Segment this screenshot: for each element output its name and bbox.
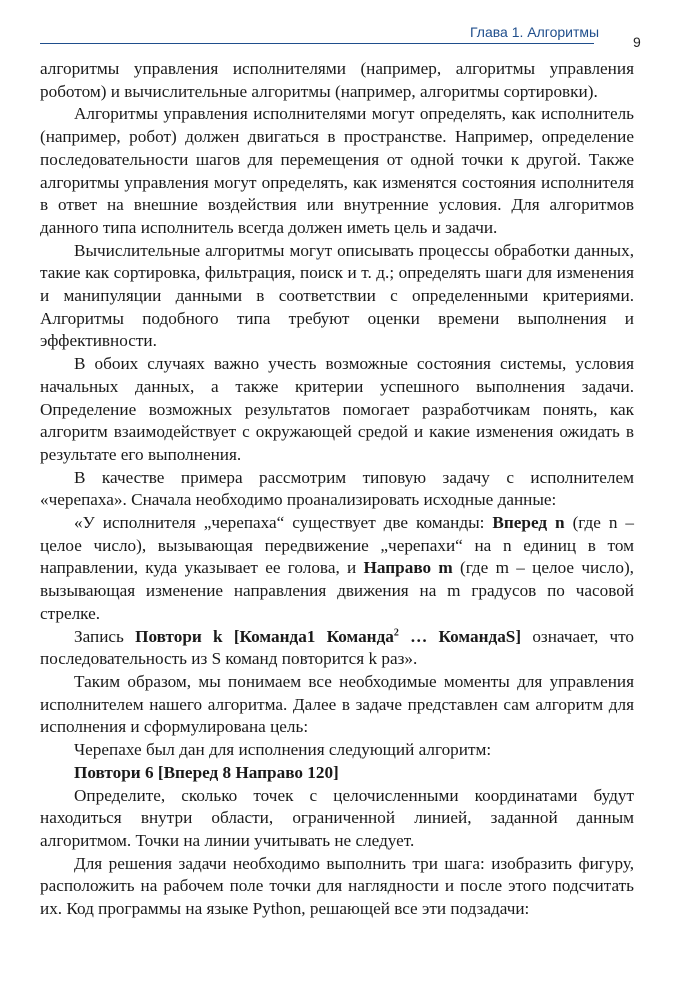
paragraph-1: алгоритмы управления исполнителями (например, алгоритмы управления роботом) и вычислительные алгоритмы (например, алгоритмы сортировки).: [40, 59, 634, 101]
paragraph-7: [40, 626, 634, 671]
p7-text-1: Запись: [74, 626, 136, 646]
command-right: Направо m: [363, 558, 453, 578]
p7-text-2: означает, что последовательность из S команд повторится k раз».: [40, 626, 635, 669]
repeat-syntax-sup: 2: [393, 626, 399, 638]
command-forward: Вперед n: [492, 513, 565, 533]
paragraph-5: В качестве примера рассмотрим типовую задачу с исполнителем «черепаха». Сначала необходимо проанализировать исходные данные:: [40, 467, 634, 510]
repeat-syntax-2: … КомандаS]: [398, 626, 522, 646]
paragraph-11: Для решения задачи необходимо выполнить три шага: изобразить фигуру, расположить на рабочем поле точки для наглядности и после этого подсчитать их. Код программы на языке Python, решающей все эти подзадачи:: [40, 853, 634, 919]
algorithm-code: Повтори 6 [Вперед 8 Направо 120]: [74, 762, 339, 782]
body-text: [40, 58, 634, 921]
paragraph-4: В обоих случаях важно учесть возможные состояния системы, условия начальных данных, а также критерии успешного выполнения задачи. Определение возможных результатов помогает разработчикам понять, как алгоритм взаимодействует с окружающей средой и какие изменения ожидать в результате его выполнения.: [40, 354, 634, 464]
paragraph-9: Черепахе был дан для исполнения следующий алгоритм:: [74, 740, 492, 760]
paragraph-6: [40, 512, 634, 626]
repeat-syntax: [135, 627, 521, 646]
p6-text-2: (где n – целое число), вызывающая передвижение „черепахи“ на n единиц в том направлении, куда указывает ее голова, и: [40, 513, 634, 578]
paragraph-2: Алгоритмы управления исполнителями могут определять, как исполнитель (например, робот) должен двигаться в пространстве. Например, определение последовательности шагов для перемещения от одной точки к другой. Также алгоритмы управления могут определять, как изменятся состояния исполнителя в ответ на внешние воздействия или внутренние условия. Для алгоритмов данного типа исполнитель всегда должен иметь цель и задачи.: [40, 104, 634, 237]
header-divider: [40, 43, 594, 44]
page-number: 9: [633, 34, 641, 50]
running-header-title: Глава 1. Алгоритмы: [470, 24, 600, 40]
p6-text-1: «У исполнителя „черепаха“ существует две команды:: [74, 513, 493, 533]
p6-text-3: (где m – целое число), вызывающая изменение направления движения на m градусов по часовой стрелке.: [40, 558, 634, 623]
paragraph-10: Определите, сколько точек с целочисленными координатами будут находиться внутри области, ограниченной линией, заданной данным алгоритмом. Точки на линии учитывать не следует.: [40, 785, 634, 850]
repeat-syntax-1: Повтори k [Команда1 Команда: [135, 626, 394, 646]
paragraph-8: Таким образом, мы понимаем все необходимые моменты для управления исполнителем нашего алгоритма. Далее в задаче представлен сам алгоритм для исполнения и сформулирована цель:: [40, 671, 634, 737]
paragraph-3: Вычислительные алгоритмы могут описывать процессы обработки данных, такие как сортировка, фильтрация, поиск и т. д.; определять шаги для изменения и манипуляции данными в соответствии с определенными критериями. Алгоритмы подобного типа требуют оценки времени выполнения и эффективности.: [40, 240, 634, 351]
